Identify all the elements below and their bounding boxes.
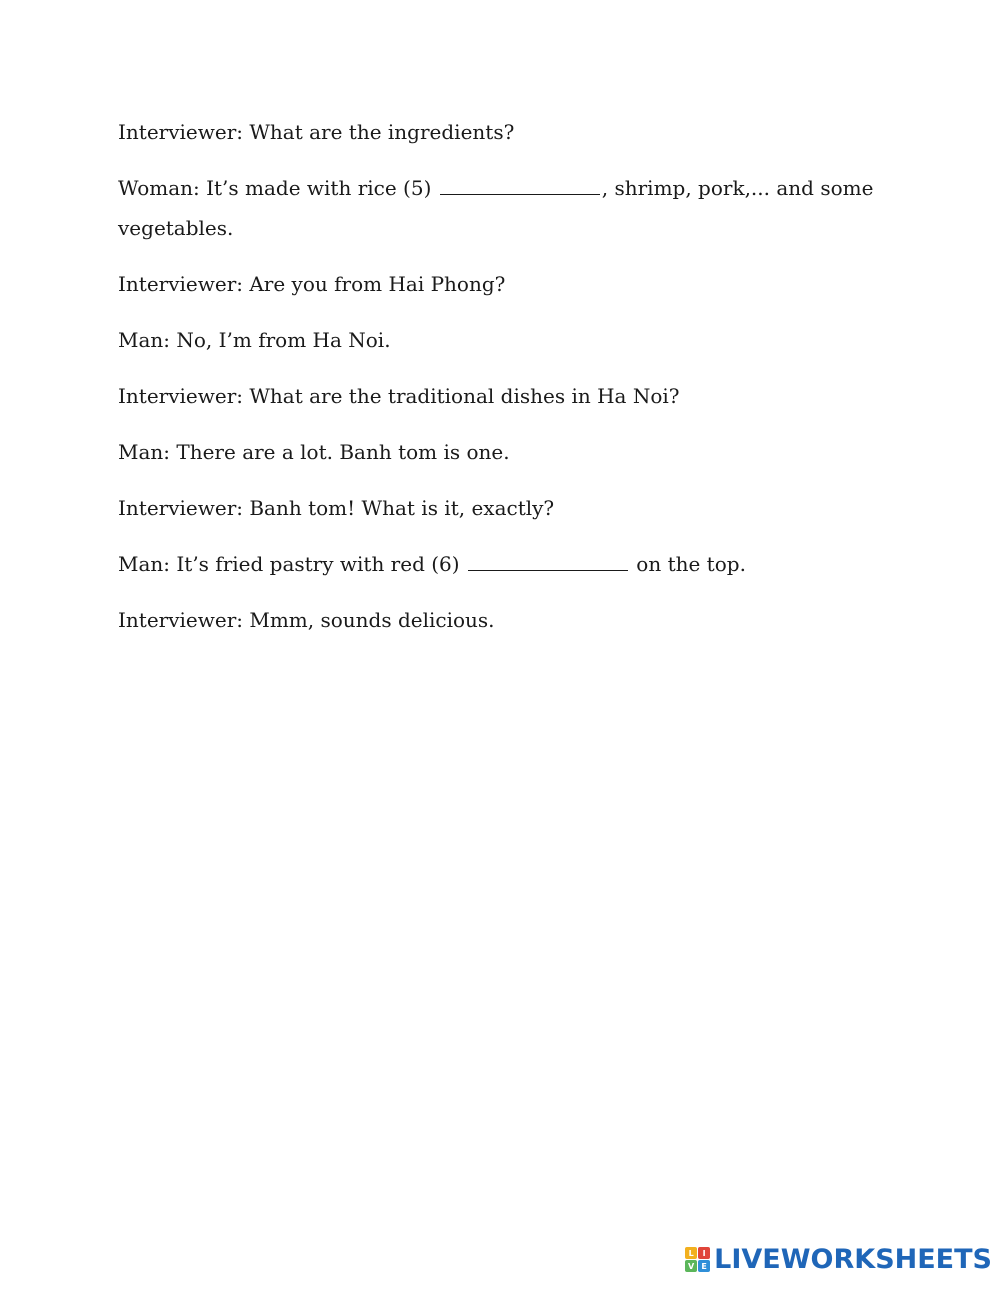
- dialogue-line-2: [118, 168, 878, 248]
- dialogue-line-4: [118, 320, 878, 360]
- logo-letter-i: I: [698, 1247, 710, 1259]
- dialogue-text: Interviewer: Banh tom! What is it, exactly?: [118, 496, 555, 520]
- dialogue-text: Interviewer: What are the traditional dishes in Ha Noi?: [118, 384, 680, 408]
- live-icon: [685, 1247, 710, 1272]
- answer-blank-5[interactable]: [440, 176, 600, 195]
- worksheet-content: [118, 112, 878, 656]
- dialogue-line-1: [118, 112, 878, 152]
- brand-name: LIVEWORKSHEETS: [714, 1244, 992, 1275]
- dialogue-text: Man: No, I’m from Ha Noi.: [118, 328, 391, 352]
- answer-blank-6[interactable]: [468, 552, 628, 571]
- dialogue-line-8: [118, 544, 878, 584]
- dialogue-text: Interviewer: What are the ingredients?: [118, 120, 515, 144]
- logo-letter-e: E: [698, 1260, 710, 1272]
- dialogue-text-after-blank: on the top.: [629, 552, 746, 576]
- dialogue-text-before-blank: Woman: It’s made with rice (5): [118, 176, 438, 200]
- logo-letter-l: L: [685, 1247, 697, 1259]
- dialogue-line-9: [118, 600, 878, 640]
- dialogue-text-before-blank: Man: It’s fried pastry with red (6): [118, 552, 466, 576]
- dialogue-line-5: [118, 376, 878, 416]
- dialogue-text: Interviewer: Are you from Hai Phong?: [118, 272, 506, 296]
- dialogue-line-7: [118, 488, 878, 528]
- dialogue-line-3: [118, 264, 878, 304]
- dialogue-text: Man: There are a lot. Banh tom is one.: [118, 440, 510, 464]
- dialogue-line-6: [118, 432, 878, 472]
- liveworksheets-logo: [685, 1244, 992, 1275]
- dialogue-text-after-blank: , shrimp, pork,... and some vegetables.: [118, 176, 874, 240]
- dialogue-text: Interviewer: Mmm, sounds delicious.: [118, 608, 495, 632]
- logo-letter-v: V: [685, 1260, 697, 1272]
